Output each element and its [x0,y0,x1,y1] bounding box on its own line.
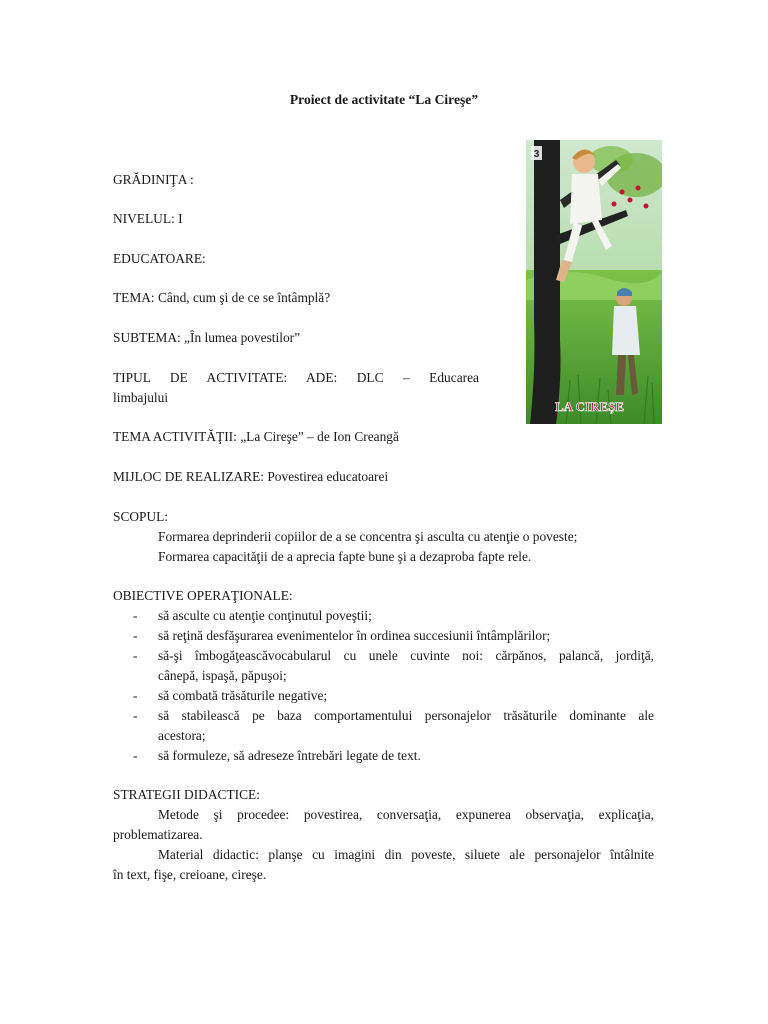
obiective-list [113,606,654,766]
field-tema: TEMA: Când, cum şi de ce se întâmplă? [113,290,331,305]
field-educatoare: EDUCATOARE: [113,251,206,266]
dash-bullet: - [133,688,138,703]
metode-line-2: problematizarea. [113,827,203,842]
metode-line-1: Metode şi procedee: povestirea, conversaţia, expunerea observaţia, explicaţia, [158,807,654,822]
section-obiective [113,586,654,766]
cover-page-number: 3 [533,149,540,160]
scopul-line: Formarea deprinderii copiilor de a se concentra şi asculta cu atenţie o poveste; [158,529,578,544]
list-item: - să-şi îmbogăţeascăvocabularul cu unele cuvinte noi: cărpănos, palancă, jordiţă, cânepă, ispaşă, păpuşoi; [133,648,654,683]
field-subtema: SUBTEMA: „În lumea povestilor” [113,330,301,345]
strategii-heading: STRATEGII DIDACTICE: [113,787,260,802]
tipul-line-1: TIPUL DE ACTIVITATE: ADE: DLC – Educarea [113,370,479,385]
list-item: - să combată trăsăturile negative; [113,686,654,706]
book-cover-illustration [526,140,662,424]
section-scopul [113,507,654,567]
tipul-line-2: limbajului [113,390,169,405]
dash-bullet: - [133,708,138,723]
material-line-1: Material didactic: planşe cu imagini din poveste, siluete ale personajelor întâlnite [158,847,654,862]
list-item: - să stabilească pe baza comportamentului personajelor trăsăturile dominante ale acestora; [133,708,654,743]
list-item: - să reţină desfăşurarea evenimentelor în ordinea succesiunii întâmplărilor; [113,626,654,646]
scopul-line: Formarea capacităţii de a aprecia fapte bune şi a dezaproba fapte rele. [158,549,532,564]
section-strategii [113,785,654,885]
dash-bullet: - [133,748,138,763]
dash-bullet: - [133,628,138,643]
document-title: Proiect de activitate “La Cireşe” [289,92,479,107]
field-nivelul: NIVELUL: I [113,211,183,226]
list-item: - să formuleze, să adreseze întrebări legate de text. [113,746,654,766]
field-mijloc-realizare: MIJLOC DE REALIZARE: Povestirea educatoarei [113,469,389,484]
obiective-heading: OBIECTIVE OPERAŢIONALE: [113,588,293,603]
field-gradinita: GRĂDINIŢA : [113,172,194,187]
list-item: - să asculte cu atenţie conţinutul poveştii; [113,606,654,626]
field-tipul-activitate [113,368,479,408]
dash-bullet: - [133,608,138,623]
cover-caption: LA CIREŞE [555,399,624,414]
dash-bullet: - [133,648,138,663]
field-tema-activitatii: TEMA ACTIVITĂŢII: „La Cireşe” – de Ion Creangă [113,429,399,444]
material-line-2: în text, fişe, creioane, cireşe. [113,867,267,882]
scopul-heading: SCOPUL: [113,509,169,524]
